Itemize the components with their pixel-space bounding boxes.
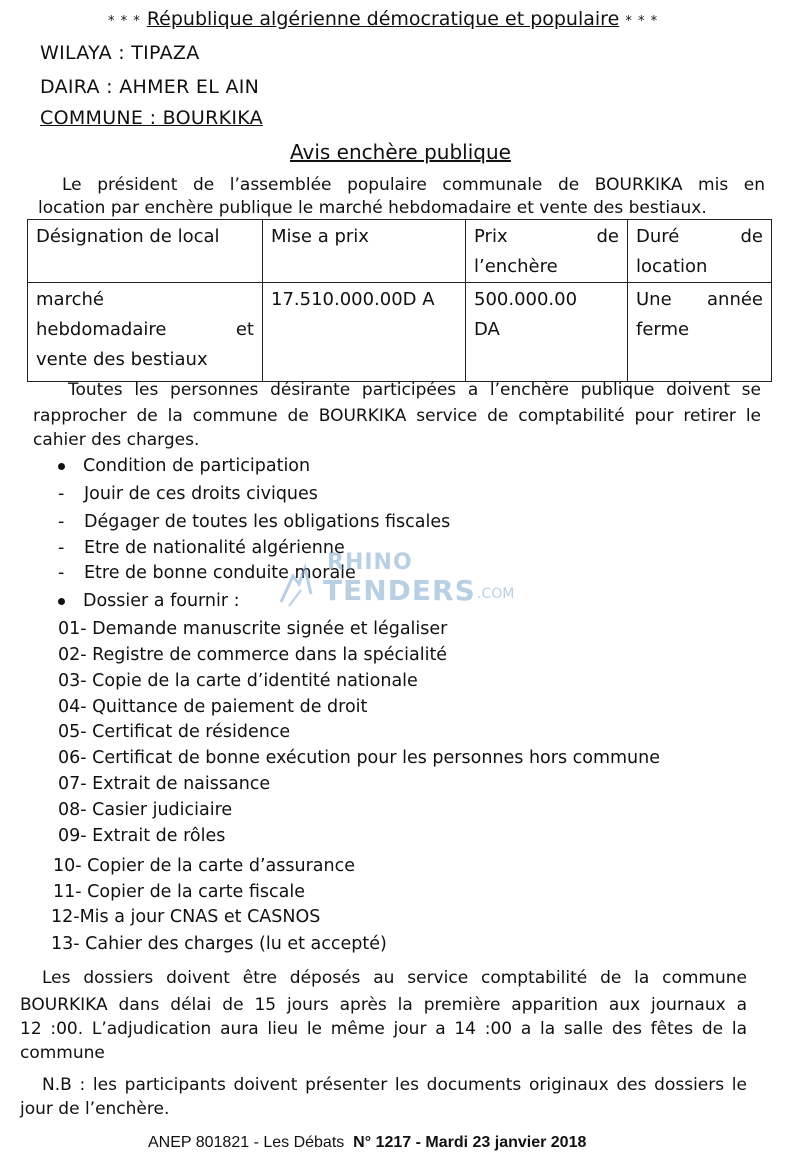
watermark — [275, 550, 535, 610]
list-item: - Dégager de toutes les obligations fiscales — [58, 512, 451, 532]
table-cell — [466, 283, 628, 382]
conditions-heading — [58, 456, 310, 476]
stars-left: * * * — [108, 14, 141, 29]
designation-line-3: vente des bestiaux — [36, 349, 208, 370]
stars-right: * * * — [625, 14, 659, 29]
watermark-tenders: TENDERS — [323, 574, 476, 607]
header-duree-line-1: Duré de — [636, 226, 763, 247]
list-item: 10- Copier de la carte d’assurance — [53, 856, 356, 876]
nb-line-2: jour de l’enchère. — [20, 1099, 170, 1119]
duree-value-line-1: Une année — [636, 289, 763, 310]
closing-line-3: 12 :00. L’adjudication aura lieu le même jour a 14 :00 a la salle des fêtes de la — [20, 1019, 747, 1039]
location-table — [27, 219, 772, 382]
watermark-rhino: RHINO — [327, 550, 413, 575]
intro-line-1: Le président de l’assemblée populaire communale de BOURKIKA mis en — [62, 175, 765, 195]
table-cell — [263, 283, 466, 382]
closing-line-2: BOURKIKA dans délai de 15 jours après la première apparition aux journaux a — [20, 995, 747, 1015]
nb-line-1: N.B : les participants doivent présenter les documents originaux des dossiers le — [42, 1075, 747, 1095]
prix-value-line-2: DA — [474, 319, 500, 340]
dossier-heading — [58, 591, 240, 611]
table-header-cell — [28, 220, 263, 283]
list-item: 07- Extrait de naissance — [58, 774, 271, 794]
notice-title: Avis enchère publique — [290, 140, 511, 164]
designation-line-1: marché — [36, 289, 104, 310]
table-header-cell — [628, 220, 772, 283]
republic-heading — [108, 8, 658, 30]
conditions-heading-text: Condition de participation — [83, 456, 311, 476]
header-prix-line-2: l’enchère — [474, 256, 558, 277]
wilaya-line: WILAYA : TIPAZA — [40, 42, 200, 64]
header-prix-line-1: Prix de — [474, 226, 619, 247]
list-item: 13- Cahier des charges (lu et accepté) — [51, 934, 387, 954]
condition-item: Etre de bonne conduite morale — [84, 563, 356, 583]
list-item: 01- Demande manuscrite signée et légaliser — [58, 619, 448, 639]
list-item: 08- Casier judiciaire — [58, 800, 233, 820]
republic-title: République algérienne démocratique et populaire — [146, 8, 620, 30]
closing-line-1: Les dossiers doivent être déposés au service comptabilité de la commune — [42, 968, 747, 988]
footer-anep: ANEP 801821 - Les Débats — [148, 1134, 345, 1151]
mise-a-prix-value: 17.510.000.00D A — [271, 289, 435, 310]
table-header-row — [28, 220, 772, 283]
table-row — [28, 283, 772, 382]
list-item: 05- Certificat de résidence — [58, 722, 291, 742]
list-item: 12-Mis a jour CNAS et CASNOS — [51, 907, 321, 927]
list-item: 03- Copie de la carte d’identité nationale — [58, 671, 418, 691]
list-item: - Etre de bonne conduite morale — [58, 563, 356, 583]
list-item: 04- Quittance de paiement de droit — [58, 697, 368, 717]
bullet-icon — [58, 463, 65, 470]
bullet-icon — [58, 598, 65, 605]
rhino-logo-icon — [275, 554, 323, 610]
header-designation: Désignation de local — [36, 226, 220, 247]
closing-line-4: commune — [20, 1043, 105, 1063]
list-item: 06- Certificat de bonne exécution pour les personnes hors commune — [58, 748, 660, 768]
list-item: 02- Registre de commerce dans la spécialité — [58, 645, 448, 665]
body-line-2: rapprocher de la commune de BOURKIKA service de comptabilité pour retirer le — [33, 406, 761, 426]
watermark-com: .COM — [477, 586, 515, 602]
table-cell — [28, 283, 263, 382]
list-item: - Jouir de ces droits civiques — [58, 484, 318, 504]
footer — [148, 1134, 586, 1152]
footer-issue: N° 1217 - Mardi 23 janvier 2018 — [353, 1134, 587, 1151]
header-duree-line-2: location — [636, 256, 708, 277]
list-item: 11- Copier de la carte fiscale — [53, 882, 305, 902]
condition-item: Etre de nationalité algérienne — [84, 538, 345, 558]
list-item: - Etre de nationalité algérienne — [58, 538, 345, 558]
header-mise-a-prix: Mise a prix — [271, 226, 369, 247]
prix-value-line-1: 500.000.00 — [474, 289, 578, 310]
body-line-1: Toutes les personnes désirante participées a l’enchère publique doivent se — [68, 380, 761, 400]
body-line-3: cahier des charges. — [33, 430, 200, 450]
condition-item: Dégager de toutes les obligations fiscales — [84, 512, 451, 532]
table-header-cell — [263, 220, 466, 283]
condition-item: Jouir de ces droits civiques — [84, 484, 318, 504]
table-header-cell — [466, 220, 628, 283]
dossier-heading-text: Dossier a fournir : — [83, 591, 240, 611]
designation-line-2: hebdomadaire et — [36, 319, 254, 340]
list-item: 09- Extrait de rôles — [58, 826, 226, 846]
table-cell — [628, 283, 772, 382]
commune-line: COMMUNE : BOURKIKA — [40, 107, 263, 129]
duree-value-line-2: ferme — [636, 319, 690, 340]
daira-line: DAIRA : AHMER EL AIN — [40, 76, 260, 98]
intro-line-2: location par enchère publique le marché hebdomadaire et vente des bestiaux. — [38, 198, 707, 218]
